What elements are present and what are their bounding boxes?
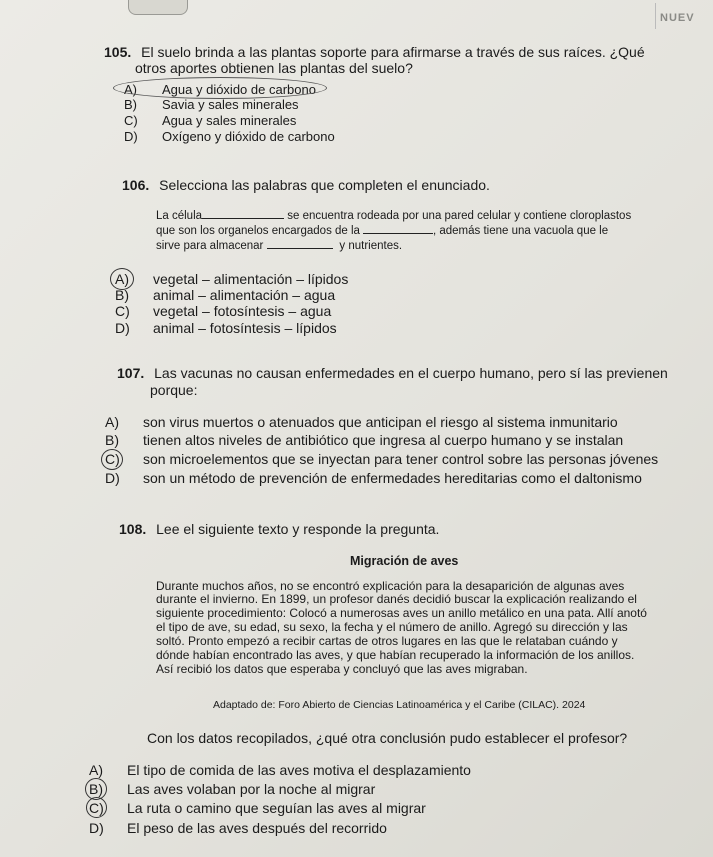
q105-question-line2: otros aportes obtienen las plantas del suelo? [135,60,413,76]
reading-title: Migración de aves [350,554,459,568]
reading-line-2: durante el invierno. En 1899, un profesor danés decidió buscar la explicación realizando el [156,592,637,606]
header-logo: NUEV [655,3,713,29]
q106-sentence-line3: sirve para almacenar y nutrientes. [156,240,403,252]
reading-source: Adaptado de: Foro Abierto de Ciencias Latinoamérica y el Caribe (CILAC). 2024 [213,699,586,711]
q107-answer-circle [101,449,123,470]
q108-sub-question: Con los datos recopilados, ¿qué otra conclusión pudo establecer el profesor? [147,730,628,746]
q108-option-b[interactable]: B) Las aves volaban por la noche al migrar [89,781,376,797]
q106-option-d[interactable]: D) animal – fotosíntesis – lípidos [115,320,337,336]
q108-option-d[interactable]: D) El peso de las aves después del recorrido [89,820,387,836]
q107-question-line2: porque: [150,382,198,398]
q107-option-c[interactable]: C) son microelementos que se inyectan para tener control sobre las personas jóvenes [105,451,659,467]
reading-line-1: Durante muchos años, no se encontró explicación para la desaparición de algunas aves [156,579,625,593]
q105-option-d[interactable]: D) Oxígeno y dióxido de carbono [124,129,335,144]
blank-1 [202,218,284,219]
q108-question: 108. Lee el siguiente texto y responde la pregunta. [119,521,440,537]
q106-sentence-line2: que son los organelos encargados de la , además tiene una vacuola que le [156,225,609,237]
q107-question: 107. Las vacunas no causan enfermedades en el cuerpo humano, pero sí las previenen [117,365,668,381]
q106-question: 106. Selecciona las palabras que completen el enunciado. [122,177,490,193]
q105-answer-circle [113,77,327,99]
q106-option-b[interactable]: B) animal – alimentación – agua [115,287,336,303]
reading-line-6: dónde habían encontrado las aves, y que habían recuperado la información de los anillos. [156,648,635,662]
q108-option-a[interactable]: A) El tipo de comida de las aves motiva el desplazamiento [89,762,471,778]
q106-sentence-line1: La célula se encuentra rodeada por una pared celular y contiene cloroplastos [156,210,632,222]
q106-answer-circle [110,268,134,290]
q107-option-d[interactable]: D) son un método de prevención de enfermedades hereditarias como el daltonismo [105,470,642,486]
reading-line-7: Así recibió los datos que esperaba y concluyó que las aves migraban. [156,662,528,676]
reading-line-3: siguiente procedimiento: Colocó a numerosas aves un anillo metálico en una pata. Allí anotó [156,606,647,620]
blank-2 [363,233,433,234]
q107-option-a[interactable]: A) son virus muertos o atenuados que anticipan el riesgo al sistema inmunitario [105,414,618,430]
q107-option-b[interactable]: B) tienen altos niveles de antibiótico que ingresa al cuerpo humano y se instalan [105,432,624,448]
q105-option-b[interactable]: B) Savia y sales minerales [124,97,299,112]
blank-3 [267,248,333,249]
q106-option-c[interactable]: C) vegetal – fotosíntesis – agua [115,303,332,319]
q105-option-c[interactable]: C) Agua y sales minerales [124,113,297,128]
reading-line-4: el tipo de ave, su edad, su sexo, la fecha y el número de anillo. Agregó su dirección y las [156,620,628,634]
q108-option-c[interactable]: C) La ruta o camino que seguían las aves al migrar [89,800,426,816]
q106-option-a[interactable]: A) vegetal – alimentación – lípidos [115,271,349,287]
reading-line-5: soltó. Pronto empezó a recibir cartas de otros lugares en las que le relataban cuándo y [156,634,618,648]
q108-answer-circle-c [86,797,107,818]
top-tab-decoration [128,0,188,15]
q105-question: 105. El suelo brinda a las plantas soporte para afirmarse a través de sus raíces. ¿Qué [104,44,645,60]
q105-option-a[interactable]: A) Agua y dióxido de carbono [124,82,316,97]
